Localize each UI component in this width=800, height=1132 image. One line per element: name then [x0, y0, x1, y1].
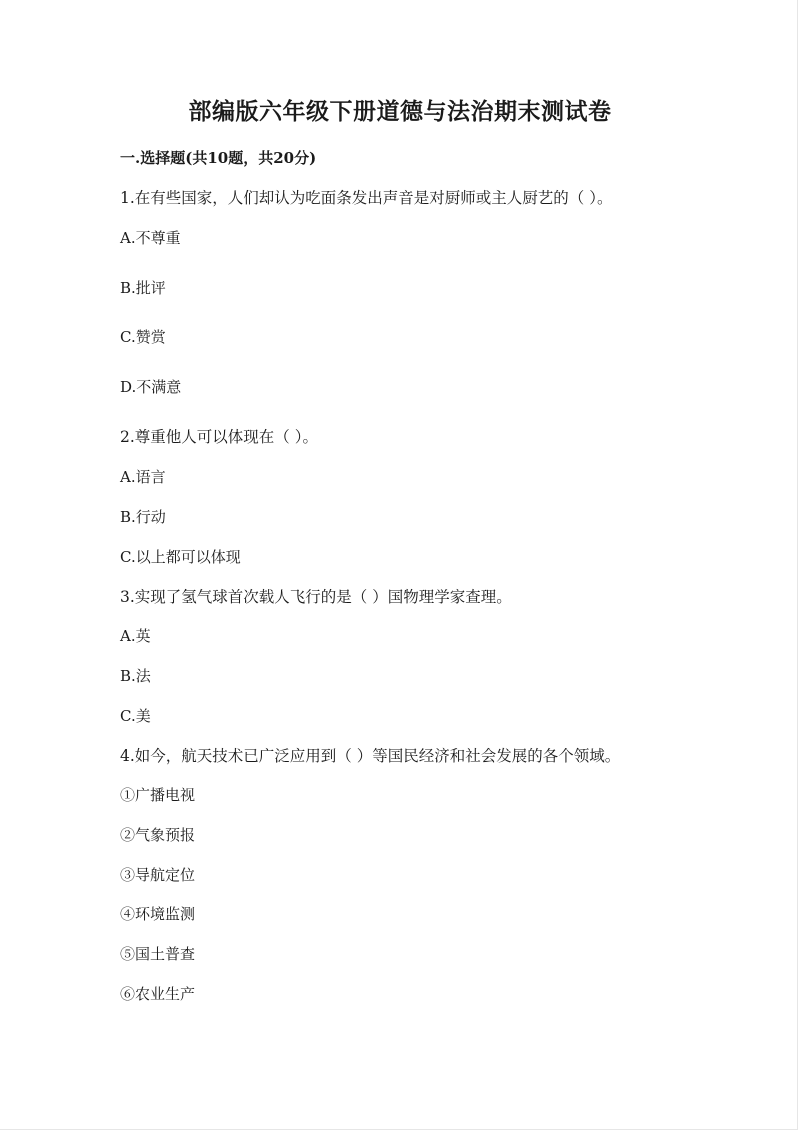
question-2-option-c: C.以上都可以体现: [120, 548, 241, 566]
question-3-option-b: B.法: [120, 667, 151, 685]
question-2-option-b: B.行动: [120, 508, 166, 526]
document-title: 部编版六年级下册道德与法治期末测试卷: [188, 98, 612, 125]
question-4-option-6: ⑥农业生产: [120, 985, 196, 1003]
question-1-option-b: B.批评: [120, 279, 166, 297]
question-3-option-c: C.美: [120, 707, 151, 725]
question-1-option-d: D.不满意: [120, 378, 182, 396]
question-3-stem: 3.实现了氢气球首次载人飞行的是（ ）国物理学家查理。: [120, 588, 512, 606]
question-4-option-5: ⑤国土普查: [120, 945, 196, 963]
question-1-option-c: C.赞赏: [120, 328, 166, 346]
question-2-stem: 2.尊重他人可以体现在（ ）。: [120, 428, 318, 446]
question-4-option-3: ③导航定位: [120, 866, 196, 884]
question-4-stem: 4.如今，航天技术已广泛应用到（ ）等国民经济和社会发展的各个领域。: [120, 747, 621, 765]
question-3-option-a: A.英: [120, 627, 151, 645]
section-heading-multiple-choice: 一.选择题(共10题，共20分): [120, 149, 317, 167]
question-4-option-1: ①广播电视: [120, 786, 196, 804]
question-2-option-a: A.语言: [120, 468, 166, 486]
question-4-option-2: ②气象预报: [120, 826, 196, 844]
question-1-option-a: A.不尊重: [120, 229, 181, 247]
question-1-stem: 1.在有些国家，人们却认为吃面条发出声音是对厨师或主人厨艺的（ ）。: [120, 189, 613, 207]
question-4-option-4: ④环境监测: [120, 905, 196, 923]
